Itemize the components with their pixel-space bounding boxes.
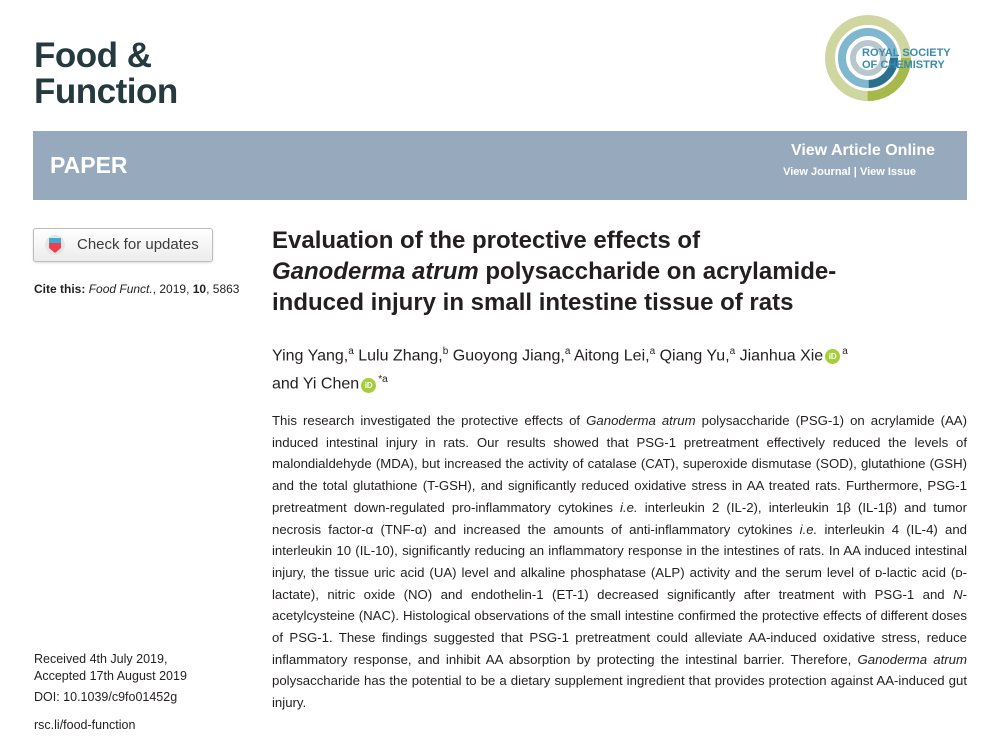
publisher-name	[862, 47, 951, 71]
abstract-text: Ganoderma atrum	[586, 413, 696, 428]
author-affiliation: a	[729, 346, 736, 357]
title-line1: Evaluation of the protective effects of	[272, 227, 701, 254]
abstract-text: N	[953, 586, 963, 602]
author-affiliation: *a	[378, 374, 388, 386]
accepted-date: Accepted 17th August 2019	[34, 668, 187, 683]
abstract	[272, 410, 967, 714]
author-name: Lulu Zhang,	[353, 347, 443, 365]
author-name: Guoyong Jiang,	[448, 347, 565, 365]
cite-page: , 5863	[206, 282, 240, 296]
abstract-text: i.e.	[799, 521, 818, 537]
journal-title-line2: Function	[34, 72, 178, 111]
author-name: Jianhua Xie	[735, 347, 824, 365]
article-title	[272, 225, 972, 318]
author-affiliation: a	[649, 346, 656, 357]
author-affiliation: a	[348, 346, 354, 357]
cite-year: , 2019,	[152, 282, 193, 296]
orcid-icon[interactable]: iD	[361, 378, 376, 393]
author-name: Ying Yang,	[272, 347, 349, 365]
view-journal-link[interactable]: View Journal	[783, 166, 851, 178]
crossmark-icon	[44, 234, 66, 256]
article-dates	[34, 651, 187, 684]
author-affiliation: a	[564, 346, 571, 357]
publisher-line2: OF CHEMISTRY	[862, 59, 945, 71]
journal-title	[34, 38, 178, 110]
check-for-updates-label: Check for updates	[77, 236, 199, 253]
abstract-text: -acetylcysteine (NAC). Histological observations of the small intestine confirmed the protective effects of different doses of PSG-1. These findings suggested that PSG-1 pretreatment could alleviate AA-induced oxidative stress, reduce inflammatory response, and inhibit AA absorption by protecting the intestinal barrier. Therefore,	[272, 586, 967, 667]
banner-links	[783, 166, 916, 178]
abstract-text: Ganoderma atrum	[857, 651, 968, 667]
abstract-text: interleukin 2 (IL-2), interleukin 1β (IL-1β) and tumor necrosis factor-α (TNF-α) and increased the amounts of anti-inflammatory cytokines	[272, 499, 968, 537]
cite-volume: 10	[192, 282, 207, 296]
abstract-text: polysaccharide (PSG-1) on acrylamide (AA) induced intestinal injury in rats. Our results showed that PSG-1 pretreatment effectively reduced the levels of malondialdehyde (MDA), but increased the activity of catalase (CAT), superoxide dismutase (SOD), glutathione (GSH) and the total glutathione (T-GSH), and significantly reduced oxidative stress in AA treated rats. Furthermore, PSG-1 pretreatment down-regulated pro-inflammatory cytokines	[272, 413, 967, 515]
author-list	[272, 340, 972, 397]
author-affiliation: b	[442, 346, 449, 357]
received-date: Received 4th July 2019,	[34, 652, 168, 666]
author-name: Qiang Yu,	[655, 347, 730, 365]
check-for-updates-button[interactable]	[33, 228, 213, 262]
citation	[34, 282, 239, 296]
publisher-line1: ROYAL SOCIETY	[862, 47, 951, 59]
abstract-text: i.e.	[620, 499, 638, 515]
author-affiliation: a	[842, 346, 848, 357]
title-species: Ganoderma atrum	[272, 258, 479, 285]
cite-label: Cite this:	[34, 282, 86, 296]
title-line2: polysaccharide on acrylamide-	[478, 258, 837, 285]
link-separator: |	[853, 166, 857, 178]
doi[interactable]: DOI: 10.1039/c9fo01452g	[34, 690, 178, 704]
abstract-text: polysaccharide has the potential to be a dietary supplement ingredient that provides protection against AA-induced gut injury.	[272, 673, 967, 711]
abstract-text: interleukin 4 (IL-4) and interleukin 10 (IL-10), significantly reducing an inflammatory response in the intestines of rats. In AA induced intestinal injury, the tissue uric acid (UA) level and alkaline phosphatase (ALP) activity and the serum level of ᴅ-lactic acid (ᴅ-lactate), nitric oxide (NO) and endothelin-1 (ET-1) decreased significantly after treatment with PSG-1 and	[272, 521, 967, 602]
cite-journal: Food Funct.	[88, 282, 153, 296]
title-line3: induced injury in small intestine tissue of rats	[272, 289, 794, 316]
article-type: PAPER	[50, 152, 128, 178]
abstract-text: This research investigated the protective effects of	[272, 413, 587, 428]
journal-site-link[interactable]: rsc.li/food-function	[34, 718, 136, 732]
author-name: and Yi Chen	[272, 375, 360, 393]
author-name: Aitong Lei,	[570, 347, 650, 365]
view-article-online-link[interactable]: View Article Online	[790, 142, 935, 159]
article-type-banner	[33, 131, 967, 200]
view-issue-link[interactable]: View Issue	[859, 166, 916, 178]
journal-title-line1: Food &	[34, 36, 152, 75]
orcid-icon[interactable]: iD	[825, 349, 840, 364]
